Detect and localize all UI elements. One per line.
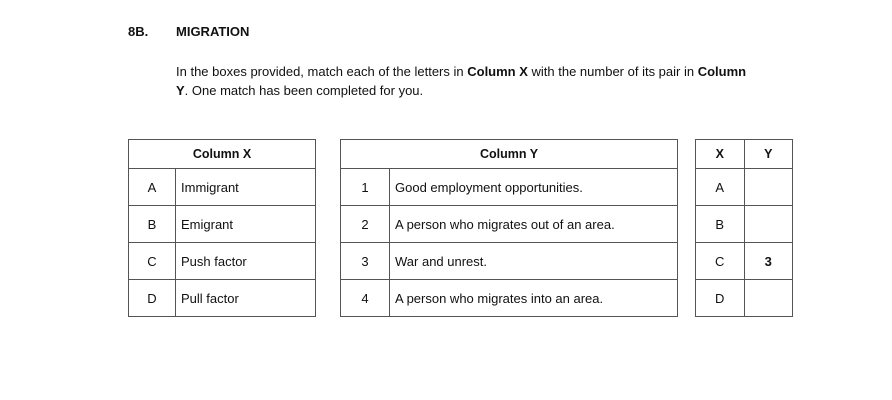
instruction-text-3: . One match has been completed for you. <box>184 83 424 98</box>
column-y-description: Good employment opportunities. <box>390 169 678 206</box>
answer-row-b <box>696 206 793 243</box>
question-number: 8B. <box>128 24 149 39</box>
answer-letter: B <box>696 206 745 243</box>
instruction-text-1: In the boxes provided, match each of the letters in <box>176 64 468 79</box>
answer-letter: A <box>696 169 745 206</box>
column-x-row-b <box>129 206 316 243</box>
answer-box[interactable] <box>744 280 793 317</box>
column-x-letter: B <box>129 206 176 243</box>
answer-grid-header-x: X <box>696 140 745 169</box>
instructions <box>176 62 756 100</box>
question-title: MIGRATION <box>176 24 250 39</box>
column-y-number: 2 <box>341 206 390 243</box>
column-x-letter: A <box>129 169 176 206</box>
answer-row-c <box>696 243 793 280</box>
column-x-letter: D <box>129 280 176 317</box>
answer-grid-header-y: Y <box>744 140 793 169</box>
instruction-text-2: with the number of its pair in <box>527 64 698 79</box>
answer-box[interactable]: 3 <box>744 243 793 280</box>
answer-box[interactable] <box>744 169 793 206</box>
column-y-row-3 <box>341 243 678 280</box>
column-x-term: Immigrant <box>176 169 316 206</box>
instruction-column-y: Column Y <box>176 64 747 98</box>
answer-grid-header-row <box>696 140 793 169</box>
column-x-row-a <box>129 169 316 206</box>
column-y-row-1 <box>341 169 678 206</box>
column-y-number: 4 <box>341 280 390 317</box>
answer-row-d <box>696 280 793 317</box>
answer-letter: D <box>696 280 745 317</box>
column-x-letter: C <box>129 243 176 280</box>
instruction-column-x: Column X <box>467 64 528 79</box>
answer-letter: C <box>696 243 745 280</box>
column-y-description: War and unrest. <box>390 243 678 280</box>
column-y-row-4 <box>341 280 678 317</box>
column-x-table <box>128 139 316 317</box>
answer-box[interactable] <box>744 206 793 243</box>
column-y-header: Column Y <box>341 140 678 169</box>
column-y-row-2 <box>341 206 678 243</box>
column-x-term: Push factor <box>176 243 316 280</box>
answer-grid <box>695 139 793 317</box>
column-x-term: Pull factor <box>176 280 316 317</box>
column-y-table <box>340 139 678 317</box>
answer-row-a <box>696 169 793 206</box>
column-x-row-d <box>129 280 316 317</box>
column-x-header-row <box>129 140 316 169</box>
column-y-number: 1 <box>341 169 390 206</box>
column-y-description: A person who migrates into an area. <box>390 280 678 317</box>
column-y-number: 3 <box>341 243 390 280</box>
column-y-description: A person who migrates out of an area. <box>390 206 678 243</box>
column-x-header: Column X <box>129 140 316 169</box>
column-x-row-c <box>129 243 316 280</box>
column-y-header-row <box>341 140 678 169</box>
column-x-term: Emigrant <box>176 206 316 243</box>
